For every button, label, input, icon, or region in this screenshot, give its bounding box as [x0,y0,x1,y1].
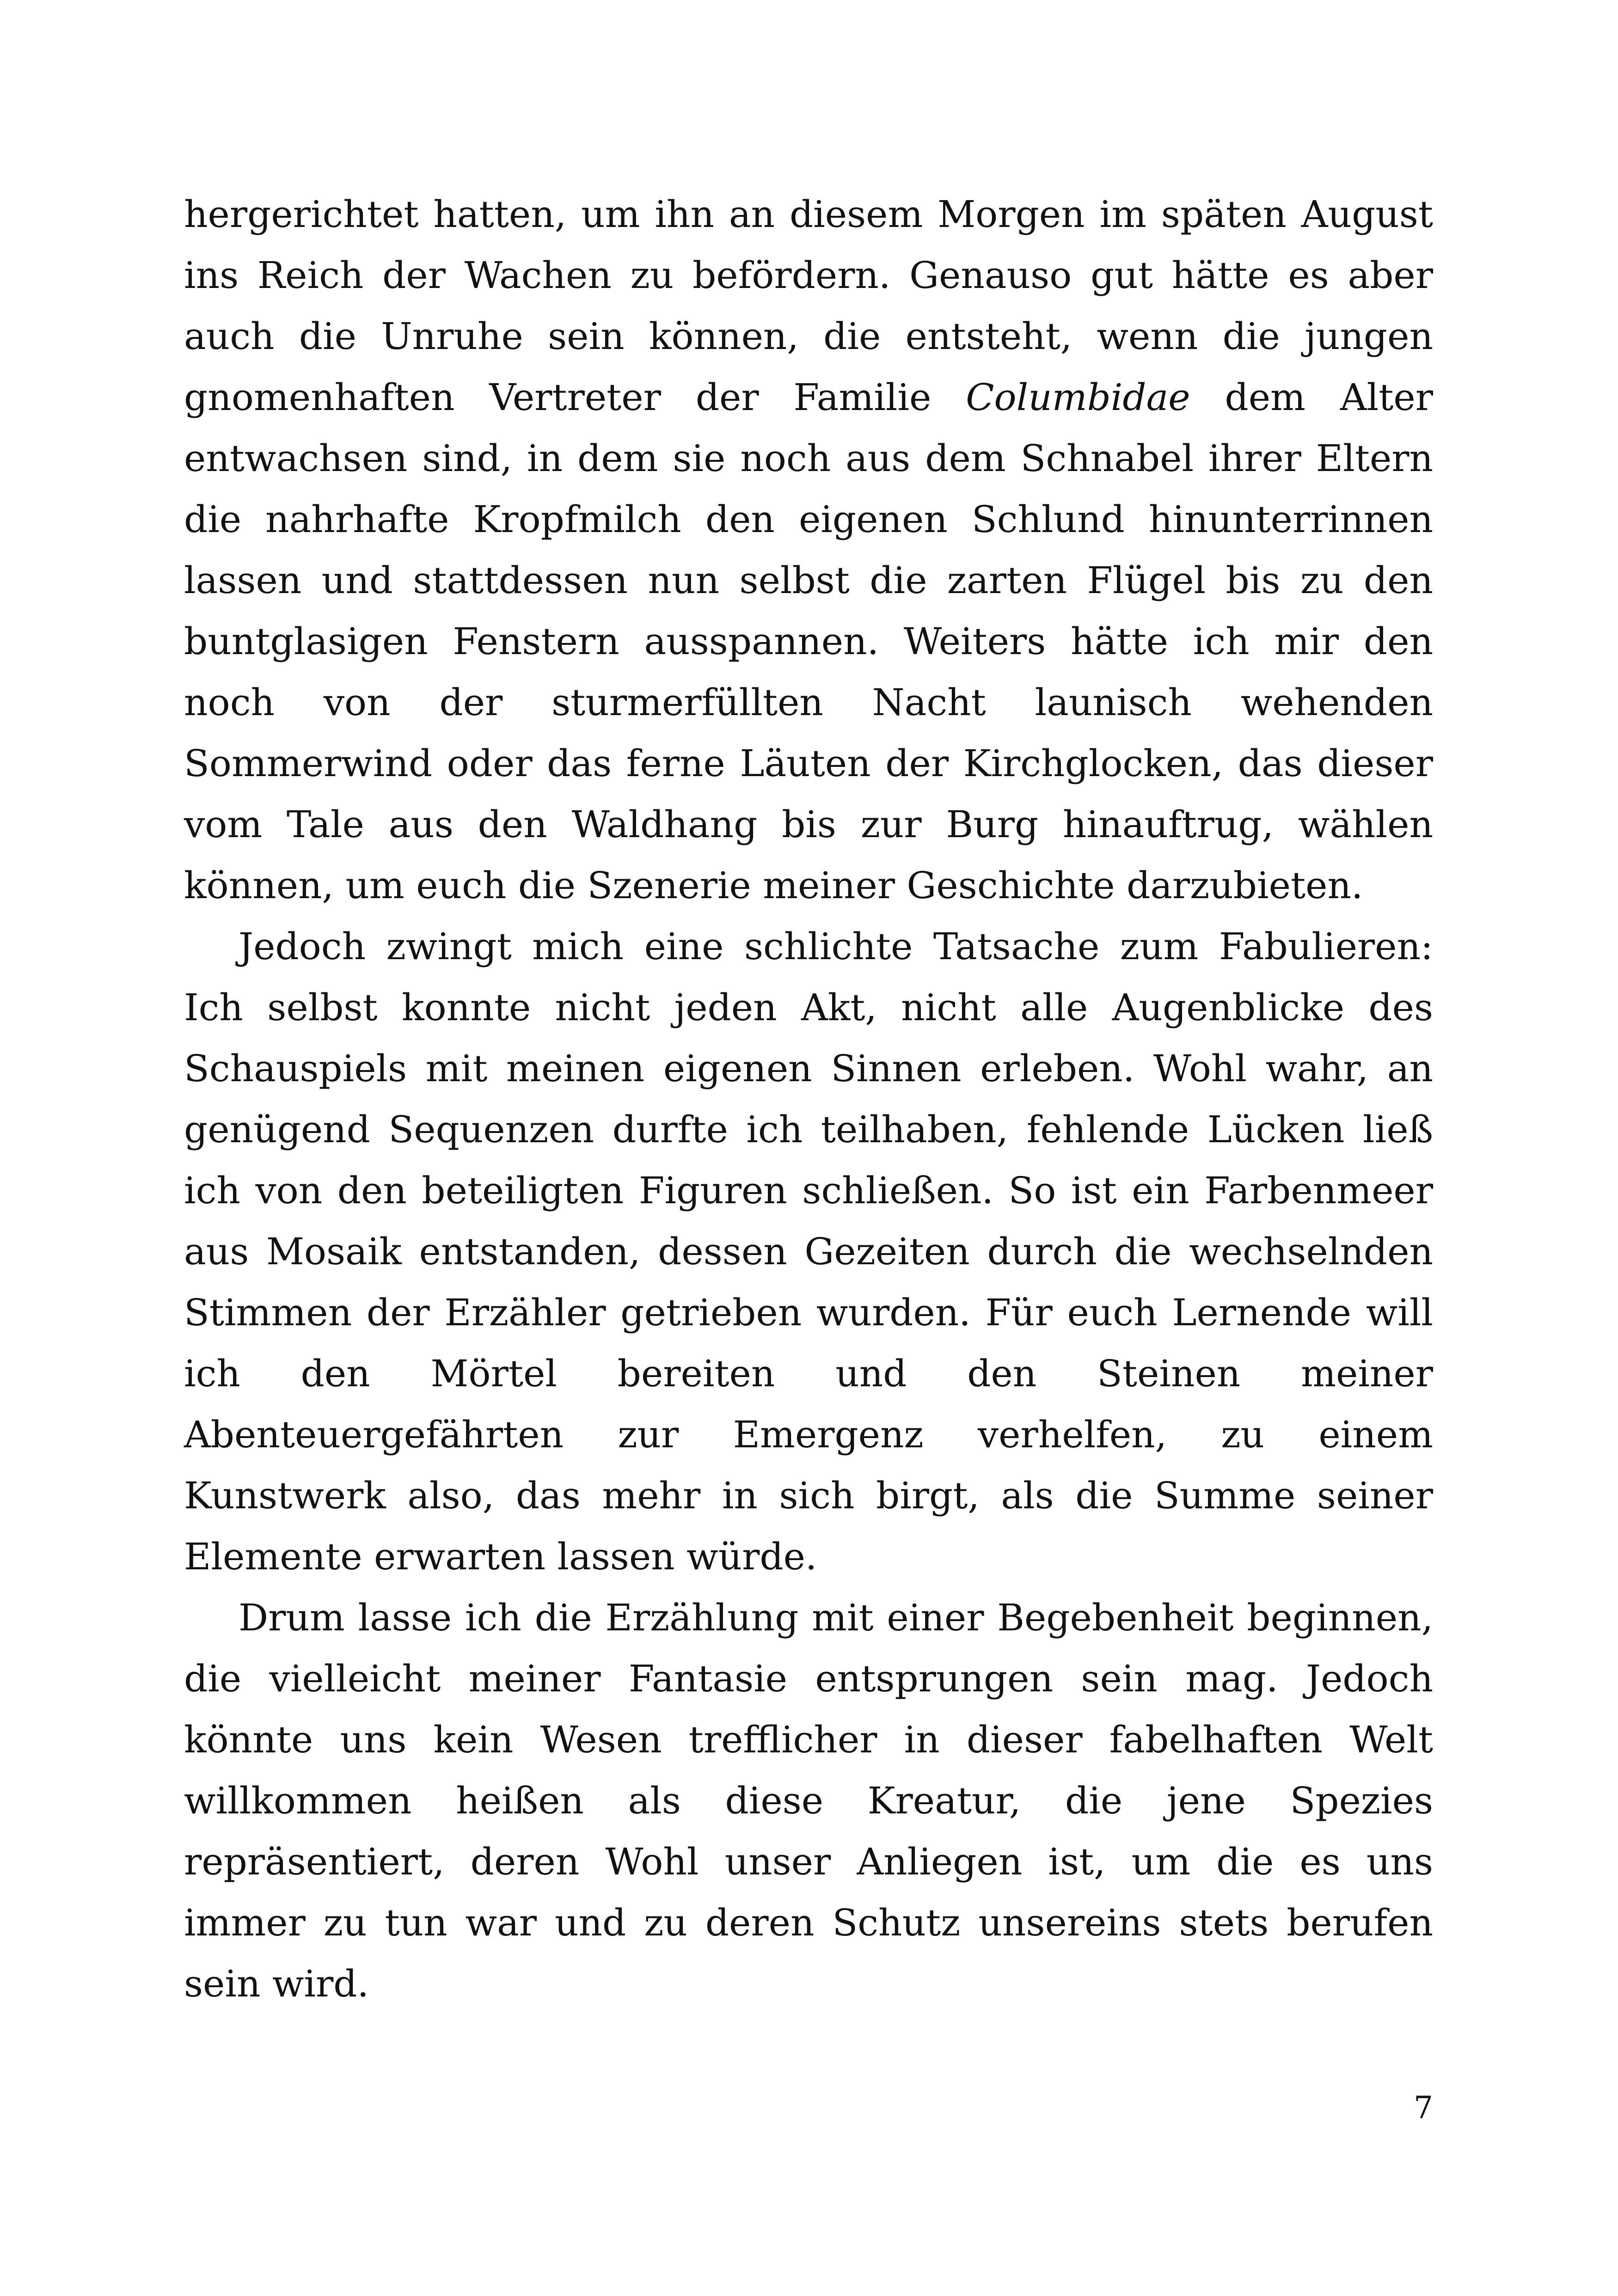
page-number: 7 [1414,2090,1433,2125]
paragraph-1 [184,184,1433,916]
paragraph-1-part-1: hergerichtet hatten, um ihn an diesem Morgen im späten August ins Reich der Wachen zu befördern. Genauso gut hätte es aber auch die Unruhe sein können, die entsteht, wenn die jungen gnomenhaften Vertreter der Familie [184,193,1433,419]
body-text [184,184,1433,2014]
species-name-italic: Columbidae [966,376,1190,419]
paragraph-2: Jedoch zwingt mich eine schlichte Tatsache zum Fabulieren: Ich selbst konnte nicht jeden Akt, nicht alle Augenblicke des Schauspiels mit meinen eigenen Sinnen erleben. Wohl wahr, an genügend Sequenzen durfte ich teilhaben, fehlende Lücken ließ ich von den beteiligten Figuren schließen. So ist ein Farbenmeer aus Mosaik entstanden, dessen Gezeiten durch die wechselnden Stimmen der Erzähler getrieben wurden. Für euch Lernende will ich den Mörtel bereiten und den Steinen meiner Abenteuergefährten zur Emergenz verhelfen, zu einem Kunstwerk also, das mehr in sich birgt, als die Summe seiner Elemente erwarten lassen würde. [184,925,1433,1578]
paragraph-1-part-2: dem Alter entwachsen sind, in dem sie noch aus dem Schnabel ihrer Eltern die nahrhafte Kropfmilch den eigenen Schlund hinunterrinnen lassen und stattdessen nun selbst die zarten Flügel bis zu den buntglasigen Fenstern ausspannen. Weiters hätte ich mir den noch von der sturmerfüllten Nacht launisch wehenden Sommerwind oder das ferne Läuten der Kirchglocken, das dieser vom Tale aus den Waldhang bis zur Burg hinauftrug, wählen können, um euch die Szenerie meiner Geschichte darzubieten. [184,376,1434,907]
paragraph-3: Drum lasse ich die Erzählung mit einer Begebenheit beginnen, die vielleicht meiner Fantasie entsprungen sein mag. Jedoch könnte uns kein Wesen trefflicher in dieser fabelhaften Welt willkommen heißen als diese Kreatur, die jene Spezies repräsentiert, deren Wohl unser Anliegen ist, um die es uns immer zu tun war und zu deren Schutz unsereins stets berufen sein wird. [184,1596,1433,2005]
